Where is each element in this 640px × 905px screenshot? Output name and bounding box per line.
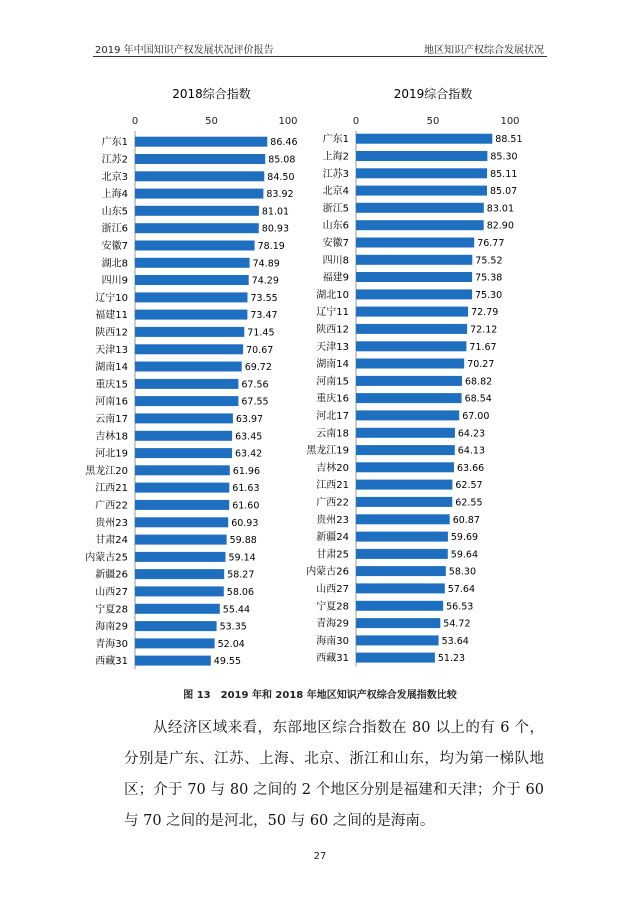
data-label: 85.07 xyxy=(490,186,518,198)
data-label: 62.55 xyxy=(455,497,483,509)
data-label: 49.55 xyxy=(213,656,242,668)
category-label: 西藏31 xyxy=(316,653,349,665)
bar xyxy=(356,134,492,144)
category-label: 新疆24 xyxy=(316,532,349,544)
data-label: 63.45 xyxy=(235,431,263,443)
category-label: 海南29 xyxy=(95,621,128,633)
category-label: 北京3 xyxy=(101,171,128,183)
category-label: 山西27 xyxy=(95,586,128,598)
category-label: 陕西12 xyxy=(95,327,128,339)
category-label: 海南30 xyxy=(316,635,349,647)
x-tick-label: 50 xyxy=(426,116,440,127)
data-label: 60.87 xyxy=(452,514,480,526)
bar xyxy=(356,168,487,178)
data-label: 84.50 xyxy=(267,171,295,183)
data-label: 71.45 xyxy=(247,327,275,339)
bar xyxy=(356,324,467,334)
data-label: 63.66 xyxy=(457,462,485,474)
category-label: 黑龙江20 xyxy=(85,465,128,477)
bar xyxy=(135,569,224,579)
bar xyxy=(135,362,242,372)
data-label: 58.30 xyxy=(448,566,477,578)
bar xyxy=(135,258,250,268)
data-label: 60.93 xyxy=(231,517,259,529)
bar xyxy=(356,635,439,645)
body-paragraph: 从经济区域来看，东部地区综合指数在 80 以上的有 6 个，分别是广东、江苏、上海、北京、浙江和山东，均为第一梯队地区；介于 70 与 80 之间的 2 个地区分别是福建和天津；介于 60 与 70 之间的是河北，50 与 60 之间的是海南。 xyxy=(124,720,544,829)
category-label: 吉林18 xyxy=(95,431,128,443)
data-label: 73.47 xyxy=(250,310,278,322)
category-label: 浙江5 xyxy=(322,203,349,215)
data-label: 67.00 xyxy=(462,410,490,422)
category-label: 云南18 xyxy=(316,428,349,440)
category-label: 广东1 xyxy=(101,137,128,149)
category-label: 内蒙古26 xyxy=(306,566,349,578)
bar xyxy=(356,653,435,663)
data-label: 67.56 xyxy=(241,379,269,391)
category-label: 北京4 xyxy=(322,186,349,198)
bar xyxy=(356,307,468,317)
category-label: 四川8 xyxy=(322,255,349,267)
bar xyxy=(135,154,265,164)
x-tick-label: 100 xyxy=(278,116,298,127)
category-label: 贵州23 xyxy=(95,517,128,529)
category-label: 湖南14 xyxy=(95,362,128,373)
x-tick-label: 0 xyxy=(352,116,360,127)
bar xyxy=(135,483,229,493)
category-label: 甘肃24 xyxy=(95,535,128,547)
data-label: 88.51 xyxy=(495,134,523,146)
category-label: 江西21 xyxy=(316,480,349,492)
data-label: 78.19 xyxy=(257,241,285,252)
category-label: 云南17 xyxy=(95,413,128,425)
data-label: 73.55 xyxy=(250,292,278,304)
data-label: 86.46 xyxy=(270,137,298,149)
category-label: 内蒙古25 xyxy=(85,552,128,564)
bar xyxy=(356,480,452,490)
data-label: 51.23 xyxy=(437,653,466,665)
bar xyxy=(135,552,226,562)
data-label: 59.88 xyxy=(229,535,257,547)
bar xyxy=(356,618,440,628)
category-label: 天津13 xyxy=(316,341,349,353)
data-label: 75.52 xyxy=(475,255,503,267)
data-label: 59.64 xyxy=(450,549,479,561)
category-label: 湖北8 xyxy=(101,258,128,270)
data-label: 85.30 xyxy=(490,151,518,163)
category-label: 江苏2 xyxy=(101,154,128,166)
category-label: 辽宁10 xyxy=(95,292,128,304)
data-label: 63.97 xyxy=(235,413,264,425)
data-label: 70.27 xyxy=(467,359,495,370)
category-label: 吉林20 xyxy=(316,462,349,474)
data-label: 61.96 xyxy=(232,465,261,477)
data-label: 67.55 xyxy=(241,396,269,408)
category-label: 安徽7 xyxy=(322,238,349,249)
data-label: 52.04 xyxy=(217,638,245,650)
bar xyxy=(356,532,448,542)
category-label: 黑龙江19 xyxy=(306,445,349,457)
bar xyxy=(135,223,259,233)
data-label: 72.12 xyxy=(470,324,498,336)
data-label: 53.64 xyxy=(441,635,469,647)
bar xyxy=(135,638,215,648)
category-label: 天津13 xyxy=(95,344,128,356)
bar xyxy=(356,376,462,386)
data-label: 61.63 xyxy=(232,483,260,495)
category-label: 辽宁11 xyxy=(316,307,349,319)
x-tick-label: 50 xyxy=(205,116,218,127)
bar xyxy=(356,549,448,559)
data-label: 72.79 xyxy=(471,307,499,319)
category-label: 湖南14 xyxy=(316,359,349,370)
data-label: 71.67 xyxy=(469,341,497,353)
bar xyxy=(356,220,484,230)
category-label: 山东5 xyxy=(101,206,128,218)
category-label: 河南15 xyxy=(316,376,349,388)
category-label: 宁夏28 xyxy=(316,601,349,613)
data-label: 59.69 xyxy=(450,532,479,544)
bar xyxy=(356,601,443,611)
bar xyxy=(135,604,220,614)
bar xyxy=(135,431,232,441)
category-label: 上海4 xyxy=(101,189,128,201)
category-label: 新疆26 xyxy=(95,569,128,581)
bar xyxy=(356,514,450,524)
data-label: 85.08 xyxy=(268,154,296,166)
header-section-title: 地区知识产权综合发展状况 xyxy=(424,45,544,56)
data-label: 63.42 xyxy=(235,448,263,460)
data-label: 75.30 xyxy=(475,289,503,301)
category-label: 福建11 xyxy=(95,310,128,322)
category-label: 福建9 xyxy=(322,272,349,284)
data-label: 82.90 xyxy=(486,220,514,232)
data-label: 64.13 xyxy=(457,445,486,457)
bar xyxy=(135,517,228,527)
category-label: 西藏31 xyxy=(95,656,128,668)
data-label: 59.14 xyxy=(228,552,256,564)
category-label: 甘肃25 xyxy=(316,549,349,561)
category-label: 青海30 xyxy=(95,638,128,650)
bar xyxy=(135,396,238,406)
data-label: 61.60 xyxy=(232,500,260,512)
data-label: 85.11 xyxy=(490,168,518,180)
data-label: 76.77 xyxy=(477,238,505,249)
category-label: 广西22 xyxy=(95,500,128,512)
bar xyxy=(356,410,459,420)
data-label: 54.72 xyxy=(443,618,471,630)
bar xyxy=(135,379,238,389)
bar xyxy=(135,465,230,475)
category-label: 四川9 xyxy=(101,275,128,287)
bar xyxy=(356,186,487,196)
category-label: 上海2 xyxy=(322,151,349,163)
bar xyxy=(135,448,232,458)
category-label: 贵州23 xyxy=(316,514,349,526)
header-report-title: 2019 年中国知识产权发展状况评价报告 xyxy=(95,45,274,56)
data-label: 75.38 xyxy=(475,272,503,284)
bar xyxy=(356,445,455,455)
bar xyxy=(135,656,211,666)
bar xyxy=(135,241,255,251)
bar xyxy=(135,535,227,545)
category-label: 安徽7 xyxy=(101,241,128,252)
category-label: 青海29 xyxy=(316,618,349,630)
bar xyxy=(135,171,264,181)
bar xyxy=(135,275,249,285)
data-label: 58.06 xyxy=(226,586,255,598)
chart-title: 2018综合指数 xyxy=(172,87,251,101)
data-label: 69.72 xyxy=(244,362,272,373)
bar xyxy=(356,393,462,403)
data-label: 81.01 xyxy=(261,206,290,218)
bar xyxy=(135,586,224,596)
data-label: 53.35 xyxy=(219,621,247,633)
bar xyxy=(135,292,248,302)
bar xyxy=(135,500,229,510)
bar xyxy=(135,189,263,199)
data-label: 64.23 xyxy=(457,428,486,440)
x-tick-label: 100 xyxy=(500,116,520,127)
data-label: 74.29 xyxy=(251,275,279,287)
bar xyxy=(135,621,217,631)
bar xyxy=(356,428,455,438)
category-label: 广西22 xyxy=(316,497,349,509)
bar xyxy=(135,344,243,354)
category-label: 山西27 xyxy=(316,583,349,595)
category-label: 河南16 xyxy=(95,396,128,408)
bar xyxy=(356,341,466,351)
data-label: 56.53 xyxy=(446,601,474,613)
chart-title: 2019综合指数 xyxy=(393,87,473,101)
data-label: 55.44 xyxy=(222,604,251,616)
bar xyxy=(356,566,446,576)
bar xyxy=(356,203,484,213)
bar xyxy=(356,462,454,472)
data-label: 68.54 xyxy=(464,393,492,405)
category-label: 河北19 xyxy=(95,448,128,460)
category-label: 宁夏28 xyxy=(95,604,128,616)
bar xyxy=(356,359,464,369)
bar xyxy=(135,310,247,320)
x-tick-label: 0 xyxy=(131,116,139,127)
category-label: 重庆15 xyxy=(95,379,128,391)
bar xyxy=(356,151,487,161)
category-label: 湖北10 xyxy=(316,289,349,301)
category-label: 重庆16 xyxy=(316,393,349,405)
data-label: 57.64 xyxy=(447,583,476,595)
page-number: 27 xyxy=(313,851,327,862)
bar xyxy=(135,206,259,216)
data-label: 83.01 xyxy=(486,203,515,215)
category-label: 浙江6 xyxy=(101,223,128,235)
bar xyxy=(135,327,244,337)
category-label: 江苏3 xyxy=(322,168,349,180)
data-label: 70.67 xyxy=(246,344,274,356)
bar xyxy=(356,583,445,593)
bar xyxy=(356,238,474,248)
bar xyxy=(356,289,472,299)
category-label: 陕西12 xyxy=(316,324,349,336)
category-label: 广东1 xyxy=(322,134,349,146)
data-label: 68.82 xyxy=(465,376,493,388)
data-label: 83.92 xyxy=(266,189,294,201)
figure-caption: 图 13 2019 年和 2018 年地区知识产权综合发展指数比较 xyxy=(183,690,457,701)
data-label: 74.89 xyxy=(252,258,280,270)
bar xyxy=(356,272,472,282)
bar xyxy=(356,497,452,507)
bar xyxy=(356,255,472,265)
data-label: 58.27 xyxy=(227,569,255,581)
data-label: 62.57 xyxy=(455,480,483,492)
category-label: 河北17 xyxy=(316,410,349,422)
category-label: 江西21 xyxy=(95,483,128,495)
category-label: 山东6 xyxy=(322,220,349,232)
data-label: 80.93 xyxy=(261,223,290,235)
bar xyxy=(135,137,267,147)
bar xyxy=(135,413,233,423)
